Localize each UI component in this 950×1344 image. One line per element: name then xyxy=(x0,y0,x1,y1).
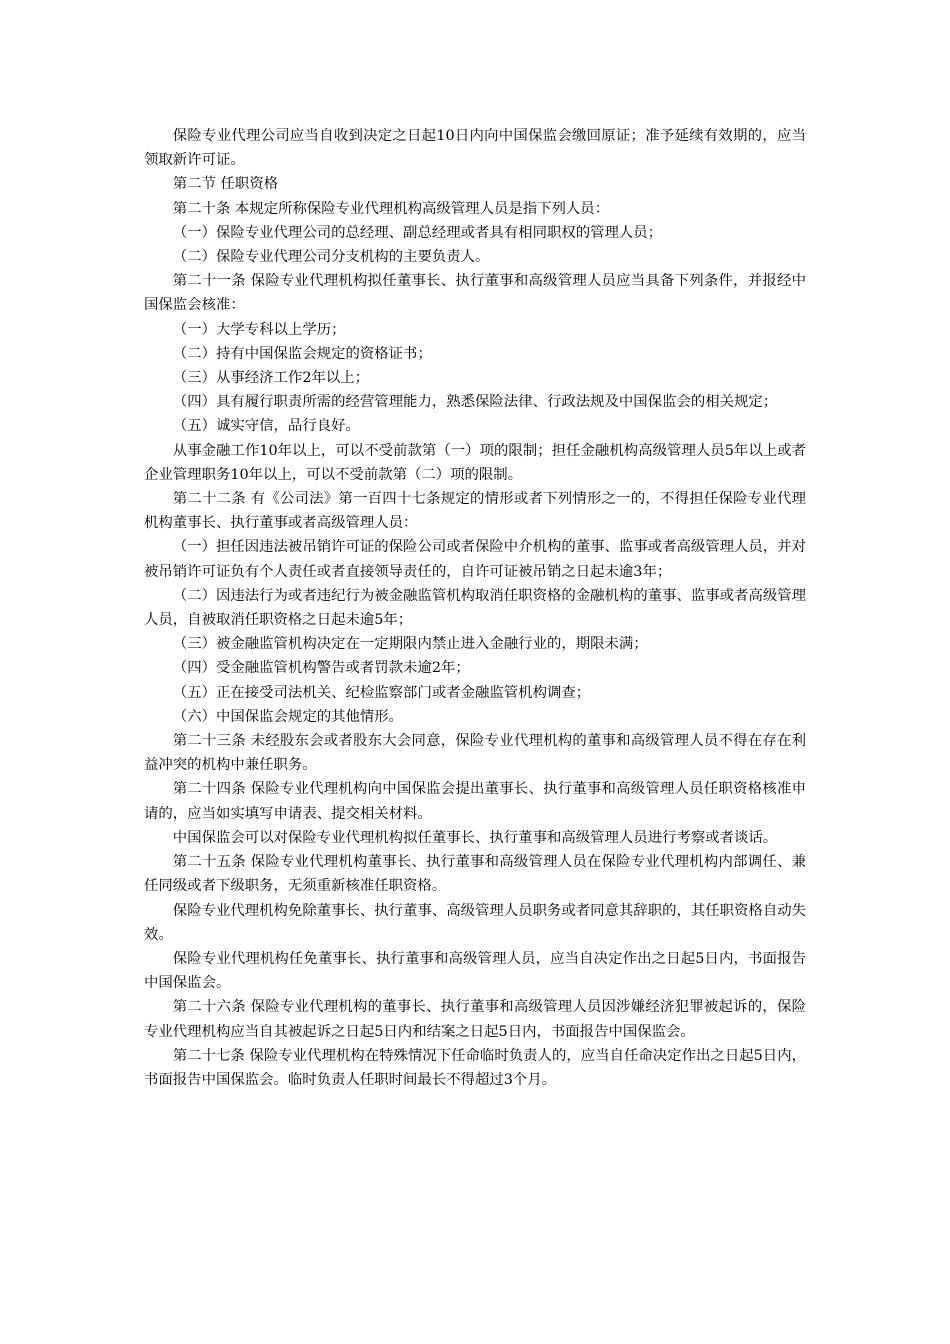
article-22-item-2: （二）因违法行为或者违纪行为被金融监管机构取消任职资格的金融机构的董事、监事或者高级管理人员，自被取消任职资格之日起未逾5年； xyxy=(144,587,806,629)
section-heading: 第二节 任职资格 xyxy=(172,176,279,193)
article-23: 第二十三条 未经股东会或者股东大会同意，保险专业代理机构的董事和高级管理人员不得在存在利益冲突的机构中兼任职务。 xyxy=(144,733,806,774)
article-22-item-5: （五）正在接受司法机关、纪检监察部门或者金融监管机构调查； xyxy=(172,684,591,701)
article-20-item-2: （二）保险专业代理公司分支机构的主要负责人。 xyxy=(172,249,490,266)
article-21-item-3: （三）从事经济工作2年以上； xyxy=(172,370,370,387)
article-21-item-4: （四）具有履行职责所需的经营管理能力，熟悉保险法律、行政法规及中国保监会的相关规定； xyxy=(172,394,778,411)
document-body xyxy=(144,124,806,1092)
article-26: 第二十六条 保险专业代理机构的董事长、执行董事和高级管理人员因涉嫌经济犯罪被起诉的，保险专业代理机构应当自其被起诉之日起5日内和结案之日起5日内，书面报告中国保监会。 xyxy=(144,999,806,1040)
article-24-paragraph-2: 中国保监会可以对保险专业代理机构拟任董事长、执行董事和高级管理人员进行考察或者谈话。 xyxy=(172,829,778,846)
article-21-item-5: （五）诚实守信，品行良好。 xyxy=(172,418,360,435)
article-21-exception: 从事金融工作10年以上，可以不受前款第（一）项的限制；担任金融机构高级管理人员5年以上或者企业管理职务10年以上，可以不受前款第（二）项的限制。 xyxy=(144,442,806,483)
article-24: 第二十四条 保险专业代理机构向中国保监会提出董事长、执行董事和高级管理人员任职资格核准申请的，应当如实填写申请表、提交相关材料。 xyxy=(144,781,806,822)
article-27: 第二十七条 保险专业代理机构在特殊情况下任命临时负责人的，应当自任命决定作出之日起5日内，书面报告中国保监会。临时负责人任职时间最长不得超过3个月。 xyxy=(144,1047,806,1088)
article-20-item-1: （一）保险专业代理公司的总经理、副总经理或者具有相同职权的管理人员； xyxy=(172,224,663,241)
article-22-item-3: （三）被金融监管机构决定在一定期限内禁止进入金融行业的，期限未满； xyxy=(172,636,648,653)
article-22-item-6: （六）中国保监会规定的其他情形。 xyxy=(172,708,404,725)
article-21-item-2: （二）持有中国保监会规定的资格证书； xyxy=(172,345,432,362)
paragraph-continuation: 保险专业代理公司应当自收到决定之日起10日内向中国保监会缴回原证；准予延续有效期的，应当领取新许可证。 xyxy=(144,128,806,169)
article-21: 第二十一条 保险专业代理机构拟任董事长、执行董事和高级管理人员应当具备下列条件，并报经中国保监会核准： xyxy=(144,273,806,314)
article-21-item-1: （一）大学专科以上学历； xyxy=(172,321,346,338)
article-20: 第二十条 本规定所称保险专业代理机构高级管理人员是指下列人员： xyxy=(172,200,610,217)
article-22-item-4: （四）受金融监管机构警告或者罚款未逾2年； xyxy=(172,660,470,677)
article-25-paragraph-3: 保险专业代理机构任免董事长、执行董事和高级管理人员，应当自决定作出之日起5日内，书面报告中国保监会。 xyxy=(144,950,806,992)
article-22-item-1: （一）担任因违法被吊销许可证的保险公司或者保险中介机构的董事、监事或者高级管理人员，并对被吊销许可证负有个人责任或者直接领导责任的，自许可证被吊销之日起未逾3年； xyxy=(144,539,806,580)
article-25: 第二十五条 保险专业代理机构董事长、执行董事和高级管理人员在保险专业代理机构内部调任、兼任同级或者下级职务，无须重新核准任职资格。 xyxy=(144,854,806,895)
article-22: 第二十二条 有《公司法》第一百四十七条规定的情形或者下列情形之一的，不得担任保险专业代理机构董事长、执行董事或者高级管理人员： xyxy=(144,491,806,532)
article-25-paragraph-2: 保险专业代理机构免除董事长、执行董事、高级管理人员职务或者同意其辞职的，其任职资格自动失效。 xyxy=(144,902,806,943)
